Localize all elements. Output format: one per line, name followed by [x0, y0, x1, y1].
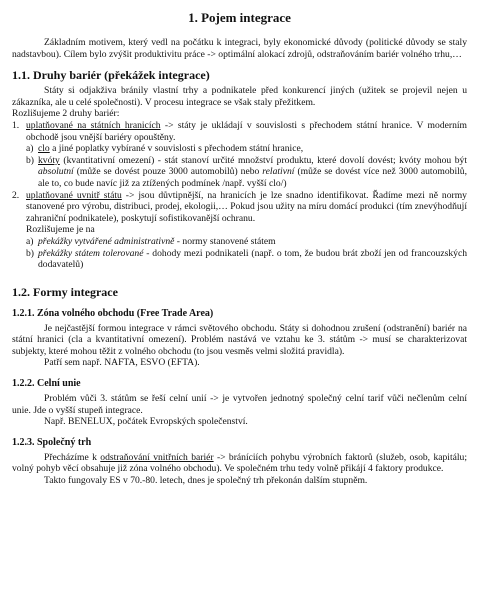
sub-term: překážky státem tolerované — [38, 247, 144, 259]
fta-example: Patří sem např. NAFTA, ESVO (EFTA). — [44, 357, 200, 369]
paragraph-text: Přecházíme k — [44, 451, 101, 463]
sub-item — [26, 155, 467, 190]
section-heading-1-2-1: 1.2.1. Zóna volného obchodu (Free Trade Area) — [12, 307, 214, 319]
list-number: 2. — [12, 189, 20, 201]
list-item — [12, 120, 467, 143]
sub-term: překážky vytvářené administrativně — [38, 235, 175, 247]
section-heading-1-2-2: 1.2.2. Celní unie — [12, 378, 81, 390]
list-term: uplatňované na státních hranicích — [26, 119, 161, 131]
common-market-paragraph — [12, 452, 467, 475]
paragraph-term: odstraňování vnitřních bariér — [100, 451, 214, 463]
section-heading-1-2: 1.2. Formy integrace — [12, 284, 118, 299]
intro-paragraph: Základním motivem, který vedl na počátku k integraci, byly ekonomické důvody (politické důvody se staly nadstavbou). Cílem bylo zvýšit produktivitu práce -> optimální alokací zdrojů, odstraňováním bariér volného trhu,… — [12, 37, 467, 60]
sub-item — [26, 236, 467, 248]
sub-italic: relativní — [262, 166, 295, 178]
sub-item — [26, 248, 467, 271]
list-number: 1. — [12, 119, 20, 131]
list-text: -> státy je ukládají v souvislosti s přechodem státní hranice. V moderním obchodě jsou vnější bariéry opouštěny. — [26, 119, 467, 143]
list-item — [12, 190, 467, 225]
sub-text: (může se dovést pouze 3000 automobilů) nebo — [73, 166, 263, 178]
common-market-example: Takto fungovaly ES v 70.-80. letech, dnes je společný trh překonán dalším stupněm. — [44, 475, 368, 487]
paragraph-text: -> bráníciích pohybu výrobních faktorů (služeb, osob, kapitálu; volný pohyb věcí obsahuje již zóna volného obchodu). Ve společném trhu tedy volně přikájí 4 faktory produkce. — [12, 451, 468, 475]
sub-letter: a) — [26, 235, 34, 247]
sub-letter: b) — [26, 154, 34, 166]
list-lead: Rozlišujeme je na — [26, 224, 95, 236]
barrier-list — [12, 120, 467, 271]
list-text: -> jsou důvtipnější, na hranicích je lze snadno identifikovat. Řadíme mezi ně normy stanovené pro výrobu, distribuci, prodej, ekologii,… Pokud jsou užity na míru domácí produkci (tím znevýhodňují zahraniční podnikatele), poskytují sofistikovanější ochranu. — [26, 189, 467, 224]
barriers-lead: Rozlišujeme 2 druhy bariér: — [12, 108, 120, 120]
sub-text: (může se dovést více než 3000 automobilů, ale to, co bude navíc již za ztížených podmínek /např. vyšší clo/) — [38, 166, 467, 189]
sub-term: clo — [38, 143, 50, 155]
sub-item — [26, 143, 467, 155]
sub-term: kvóty — [38, 154, 60, 166]
fta-paragraph: Je nejčastější formou integrace v rámci světového obchodu. Státy si dohodnou zrušení (odstranění) bariér na státní hranici (cla a kvantitativní omezení). Problém nastává ve vztahu ke 3. státům -> musí se charakterizovat subjekty, které mohou těžit z volného obchodu (to jsou vesměs velmi složitá pravidla). — [12, 322, 467, 357]
sub-text: - dohody mezi podnikateli (např. o tom, že budou brát zboží jen od francouzských dodavatelů) — [38, 247, 467, 271]
sub-text: a jiné poplatky vybírané v souvislosti s přechodem státní hranice, — [49, 143, 304, 155]
sub-text: - normy stanovené státem — [174, 235, 276, 247]
section-heading-1-1: 1.1. Druhy bariér (překážek integrace) — [12, 68, 210, 83]
sub-letter: a) — [26, 143, 34, 155]
sub-letter: b) — [26, 247, 34, 259]
sub-italic: absolutní — [38, 166, 74, 178]
barriers-paragraph: Státy si odjakživa bránily vlastní trhy a podnikatele před konkurencí jiných (užitek se projevil nejen u zákazníka, ale u celé společnosti). V procesu integrace se však staly přežitkem. — [12, 85, 467, 108]
list-term: uplatňované uvnitř státu — [26, 189, 122, 201]
sub-text: (kvantitativní omezení) - stát stanoví určité množství produktu, které dovolí dovést; kvóty mohou být — [59, 154, 467, 166]
customs-union-paragraph: Problém vůči 3. státům se řeší celní unií -> je vytvořen jednotný společný celní tarif vůči nečlenům celní unie. Jde o vyšší stupeň integrace. — [12, 393, 467, 416]
page-title: 1. Pojem integrace — [188, 10, 291, 25]
section-heading-1-2-3: 1.2.3. Společný trh — [12, 436, 92, 448]
customs-union-example: Např. BENELUX, počátek Evropských společenství. — [44, 416, 248, 428]
